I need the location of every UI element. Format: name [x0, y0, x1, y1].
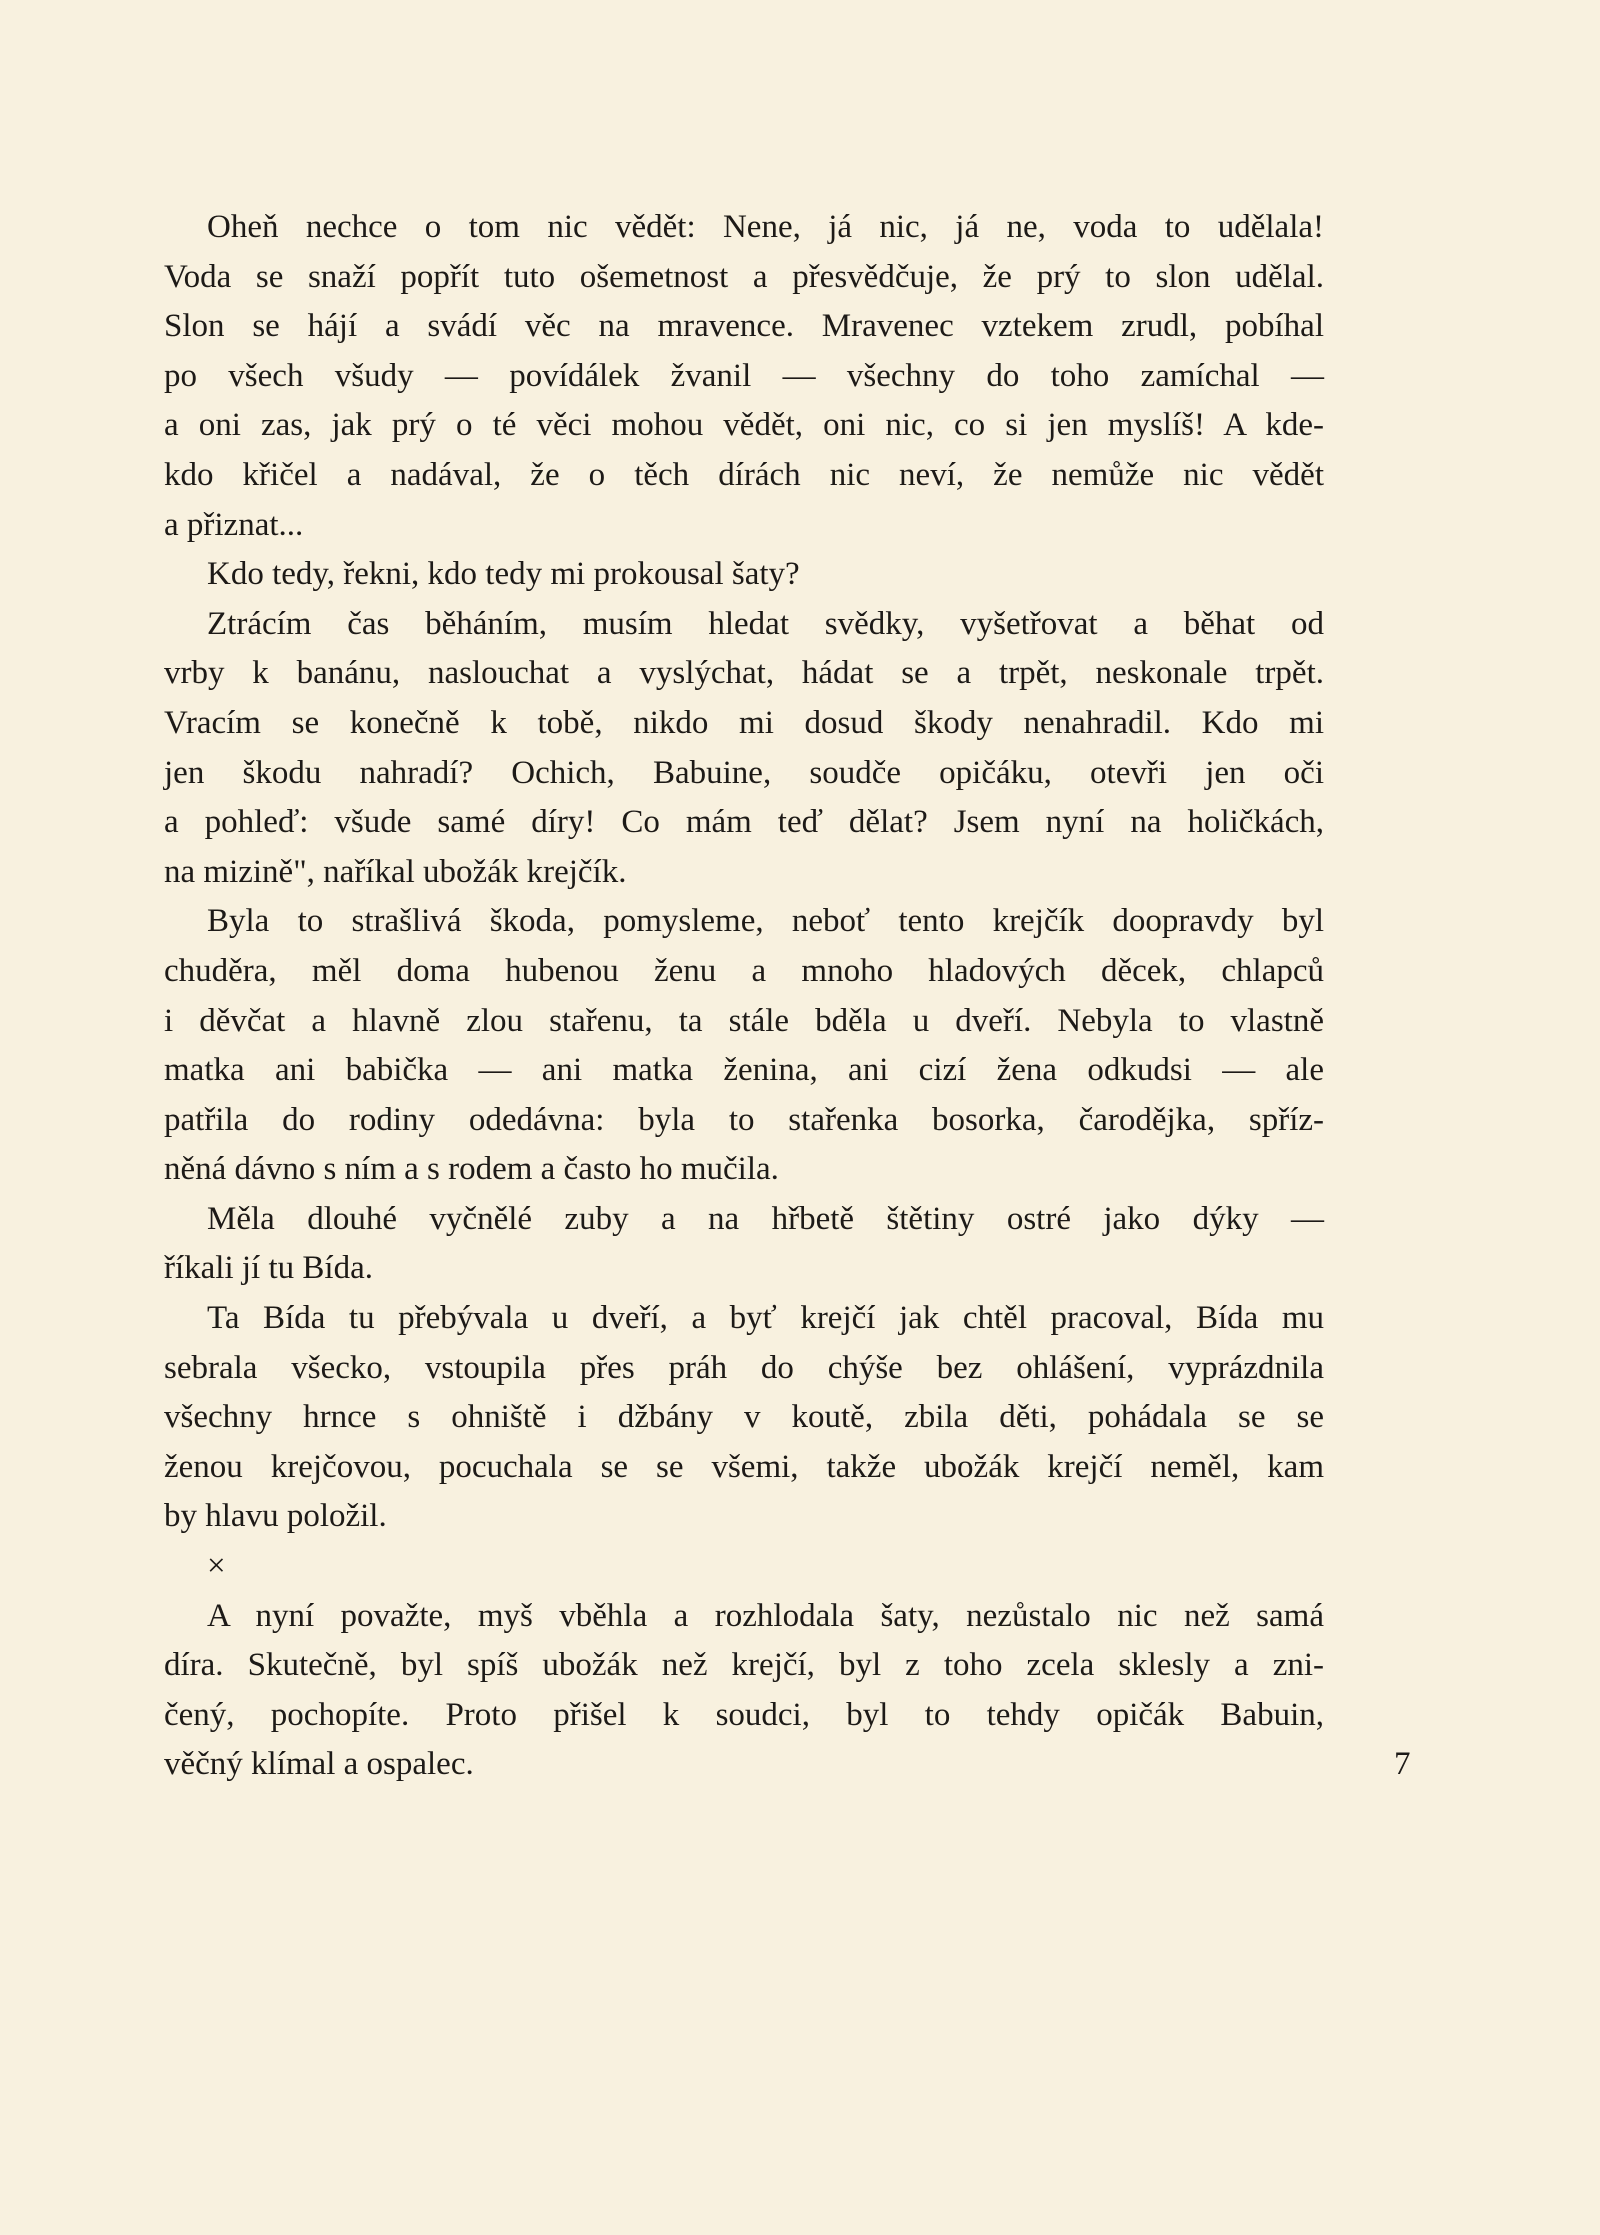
- text-line: jen škodu nahradí? Ochich, Babuine, soudče opičáku, otevři jen oči: [164, 754, 1324, 791]
- text-line: všechny hrnce s ohniště i džbány v koutě, zbila děti, pohádala se se: [164, 1399, 1324, 1436]
- text-line: by hlavu položil.: [164, 1498, 387, 1535]
- text-line: vrby k banánu, naslouchat a vyslýchat, hádat se a trpět, neskonale trpět.: [164, 655, 1324, 692]
- text-line: říkali jí tu Bída.: [164, 1250, 373, 1287]
- text-line: Oheň nechce o tom nic vědět: Nene, já nic, já ne, voda to udělala!: [207, 209, 1324, 245]
- text-line: čený, pochopíte. Proto přišel k soudci, byl to tehdy opičák Babuin,: [164, 1696, 1324, 1733]
- text-line: po všech všudy — povídálek žvanil — všechny do toho zamíchal —: [164, 357, 1324, 394]
- text-line: A nyní považte, myš vběhla a rozhlodala šaty, nezůstalo nic než samá: [207, 1597, 1324, 1634]
- text-block: [164, 203, 1324, 1790]
- text-line: Vracím se konečně k tobě, nikdo mi dosud škody nenahradil. Kdo mi: [164, 704, 1324, 741]
- text-line: a oni zas, jak prý o té věci mohou vědět, oni nic, co si jen myslíš! A kde-: [164, 407, 1324, 444]
- text-line: i děvčat a hlavně zlou stařenu, ta stále bděla u dveří. Nebyla to vlastně: [164, 1002, 1324, 1039]
- text-line: Voda se snaží popřít tuto ošemetnost a přesvědčuje, že prý to slon udělal.: [164, 258, 1324, 295]
- text-line: Ztrácím čas běháním, musím hledat svědky, vyšetřovat a běhat od: [207, 605, 1324, 642]
- text-line: věčný klímal a ospalec.: [164, 1746, 474, 1783]
- text-line: Měla dlouhé vyčnělé zuby a na hřbetě štětiny ostré jako dýky —: [207, 1200, 1324, 1237]
- text-line: a pohleď: všude samé díry! Co mám teď dělat? Jsem nyní na holičkách,: [164, 804, 1324, 841]
- text-line: kdo křičel a nadával, že o těch dírách nic neví, že nemůže nic vědět: [164, 456, 1324, 493]
- text-line: na mizině", naříkal ubožák krejčík.: [164, 853, 627, 890]
- text-line: něná dávno s ním a s rodem a často ho mučila.: [164, 1151, 779, 1188]
- text-line: Kdo tedy, řekni, kdo tedy mi prokousal šaty?: [207, 556, 800, 593]
- text-line: Ta Bída tu přebývala u dveří, a byť krejčí jak chtěl pracoval, Bída mu: [207, 1300, 1324, 1337]
- text-line: chuděra, měl doma hubenou ženu a mnoho hladových děcek, chlapců: [164, 952, 1324, 989]
- text-line: Byla to strašlivá škoda, pomysleme, neboť tento krejčík doopravdy byl: [207, 903, 1324, 940]
- text-line: Slon se hájí a svádí věc na mravence. Mravenec vztekem zrudl, pobíhal: [164, 308, 1324, 345]
- text-line: a přiznat...: [164, 506, 304, 543]
- text-line: sebrala všecko, vstoupila přes práh do chýše bez ohlášení, vyprázdnila: [164, 1349, 1324, 1386]
- section-separator: ×: [207, 1548, 226, 1585]
- page-number: 7: [1394, 1746, 1411, 1782]
- text-line: patřila do rodiny odedávna: byla to stařenka bosorka, čarodějka, spříz-: [164, 1101, 1324, 1138]
- text-line: matka ani babička — ani matka ženina, ani cizí žena odkudsi — ale: [164, 1052, 1324, 1089]
- text-line: díra. Skutečně, byl spíš ubožák než krejčí, byl z toho zcela sklesly a zni-: [164, 1647, 1324, 1684]
- text-line: ženou krejčovou, pocuchala se se všemi, takže ubožák krejčí neměl, kam: [164, 1448, 1324, 1485]
